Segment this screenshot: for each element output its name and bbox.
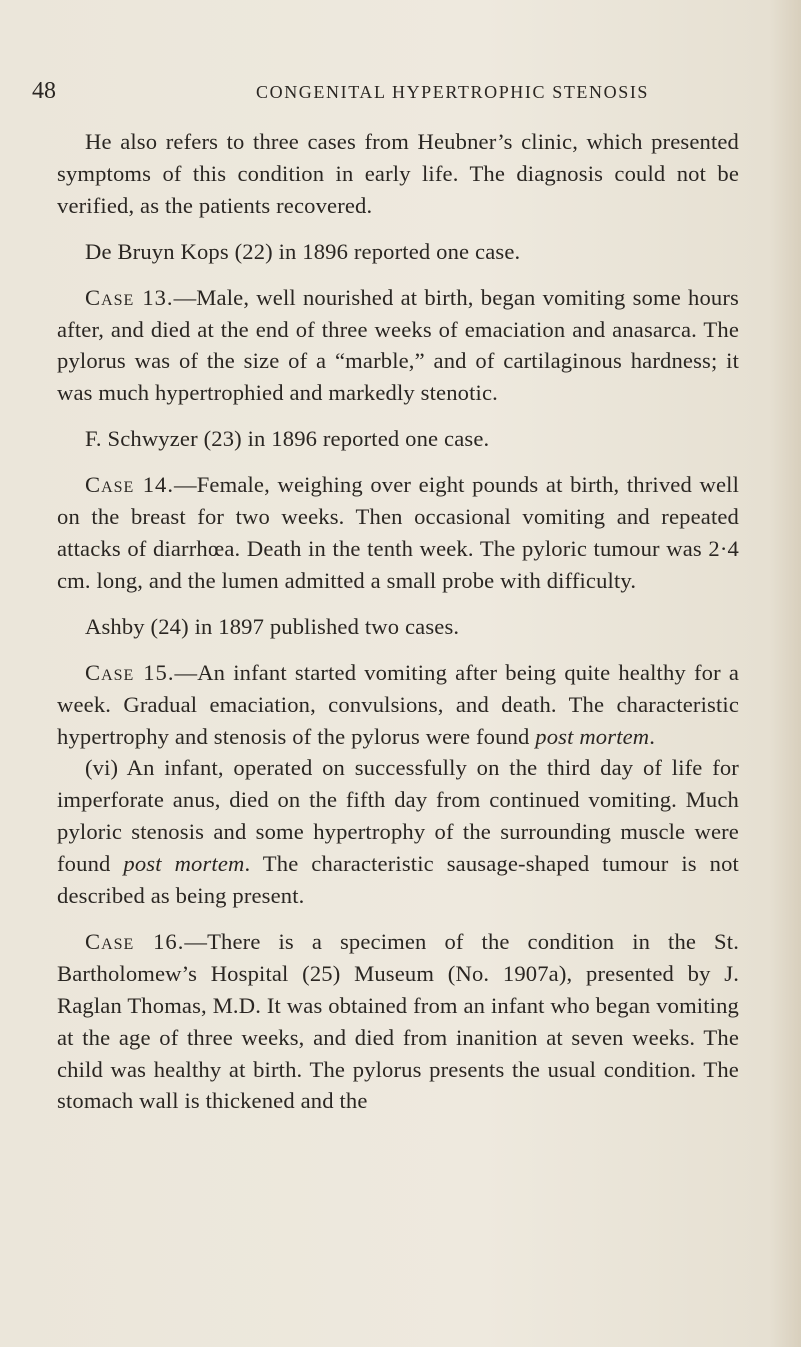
paragraph-schwyzer: F. Schwyzer (23) in 1896 reported one case.	[85, 426, 490, 452]
case-label: Case 16.	[85, 928, 185, 954]
page-header	[32, 78, 761, 108]
case-label: Case 14.	[85, 472, 174, 498]
italic-phrase: post mortem	[535, 723, 650, 749]
body-text	[57, 126, 739, 1117]
paragraph-case-15: Case 15.—An infant started vomiting after being quite healthy for a week. Gradual emaciation, convulsions, and death. The characteristic hypertrophy and stenosis of the pylorus were found post mortem.	[57, 659, 739, 749]
paragraph-heubner: He also refers to three cases from Heubner’s clinic, which presented symptoms of this condition in early life. The diagnosis could not be verified, as the patients recovered.	[57, 129, 739, 218]
running-head: CONGENITAL HYPERTROPHIC STENOSIS	[256, 82, 650, 102]
italic-phrase: post mortem	[123, 851, 245, 877]
paragraph-case-13: Case 13.—Male, well nourished at birth, began vomiting some hours after, and died at the end of three weeks of emaciation and anasarca. The pylorus was of the size of a “marble,” and of cartilaginous hardness; it was much hypertrophied and markedly stenotic.	[57, 284, 739, 406]
case-label: Case 15.	[85, 659, 175, 685]
page-number: 48	[32, 78, 56, 104]
case-label: Case 13.	[85, 284, 174, 310]
paragraph-case-16: Case 16.—There is a specimen of the condition in the St. Bartholomew’s Hospital (25) Museum (No. 1907a), presented by J. Raglan Thomas, M.D. It was obtained from an infant who began vomiting at the age of three weeks, and died from inanition at seven weeks. The child was healthy at birth. The pylorus presents the usual condition. The stomach wall is thickened and the	[57, 928, 739, 1114]
paragraph-case-14: Case 14.—Female, weighing over eight pounds at birth, thrived well on the breast for two weeks. Then occasional vomiting and repeated attacks of diarrhœa. Death in the tenth week. The pyloric tumour was 2·4 cm. long, and the lumen admitted a small probe with difficulty.	[57, 472, 740, 593]
paragraph-case-vi: (vi) An infant, operated on successfully on the third day of life for imperforate anus, died on the fifth day from continued vomiting. Much pyloric stenosis and some hypertrophy of the surrounding muscle were found post mortem. The characteristic sausage-shaped tumour is not described as being present.	[57, 755, 739, 909]
paragraph-de-bruyn-kops: De Bruyn Kops (22) in 1896 reported one case.	[85, 238, 521, 264]
paragraph-ashby: Ashby (24) in 1897 published two cases.	[85, 613, 460, 639]
